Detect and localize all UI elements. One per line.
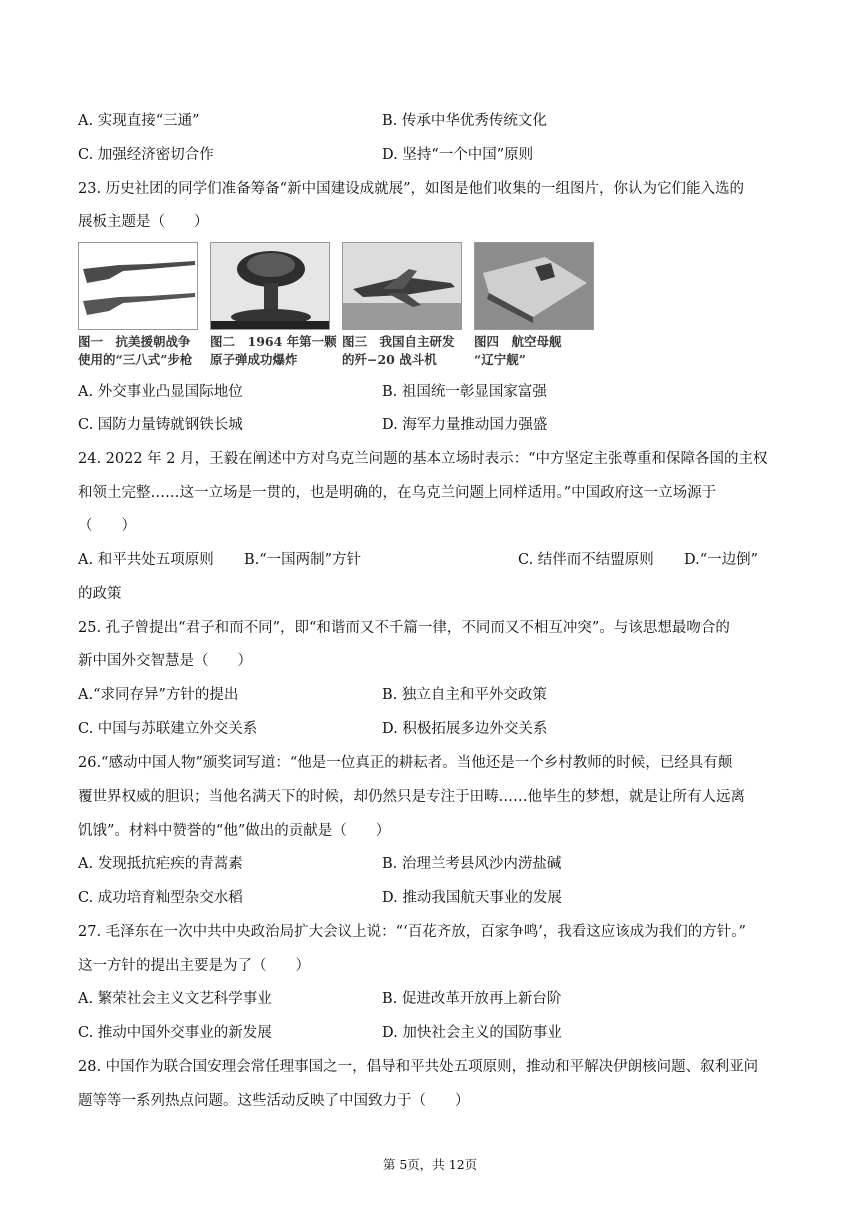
figure-3-caption-line2: 的歼−20 战斗机: [342, 352, 437, 367]
q24-stem-line3: （ ）: [78, 518, 136, 534]
q27-option-d: D. 加快社会主义的国防事业: [382, 1025, 562, 1041]
figure-2-caption-line1: 图二 1964 年第一颗: [210, 334, 337, 349]
aircraft-carrier-image: [474, 242, 594, 330]
q24-option-b: B.“一国两制”方针: [244, 552, 362, 568]
q22-option-a: A. 实现直接“三通”: [78, 113, 200, 129]
q23-option-a: A. 外交事业凸显国际地位: [78, 384, 243, 400]
figure-1-caption-line1: 图一 抗美援朝战争: [78, 334, 191, 349]
rifle-image: [78, 242, 198, 330]
q28-stem-line1: 28. 中国作为联合国安理会常任理事国之一，倡导和平共处五项原则，推动和平解决伊朗核问题、叙利亚问: [78, 1059, 759, 1075]
figure-1: [78, 242, 198, 369]
q27-option-a: A. 繁荣社会主义文艺科学事业: [78, 991, 272, 1007]
figure-2: [210, 242, 337, 369]
figure-1-caption-line2: 使用的“三八式”步枪: [78, 352, 193, 367]
q26-stem-line2: 覆世界权威的胆识；当他名满天下的时候，却仍然只是专注于田畴……他毕生的梦想，就是让所有人远离: [78, 789, 745, 805]
q24-option-d-continued: 的政策: [78, 586, 122, 602]
q22-option-d: D. 坚持“一个中国”原则: [382, 147, 534, 163]
figure-4-caption-line2: “辽宁舰”: [474, 352, 526, 367]
q23-option-c: C. 国防力量铸就钢铁长城: [78, 417, 243, 433]
q26-option-d: D. 推动我国航天事业的发展: [382, 890, 562, 906]
q27-stem-line2: 这一方针的提出主要是为了（ ）: [78, 958, 310, 974]
q26-stem-line3: 饥饿”。材料中赞誉的“他”做出的贡献是（ ）: [78, 823, 391, 839]
page-footer: 第 5页，共 12页: [382, 1157, 478, 1172]
mushroom-cloud-image: [210, 242, 330, 330]
q27-stem-line1: 27. 毛泽东在一次中共中央政治局扩大会议上说：“‘百花齐放，百家争鸣’，我看这应该成为我们的方针。”: [78, 924, 746, 940]
q22-option-c: C. 加强经济密切合作: [78, 147, 214, 163]
figure-4-caption-line1: 图四 航空母舰: [474, 334, 562, 349]
figure-3: [342, 242, 462, 369]
q24-stem-line2: 和领土完整……这一立场是一贯的，也是明确的，在乌克兰问题上同样适用。”中国政府这一立场源于: [78, 485, 717, 501]
q27-option-b: B. 促进改革开放再上新台阶: [382, 991, 562, 1007]
q25-option-c: C. 中国与苏联建立外交关系: [78, 721, 258, 737]
figure-2-caption-line2: 原子弹成功爆炸: [210, 352, 298, 367]
fighter-jet-image: [342, 242, 462, 330]
q23-option-b: B. 祖国统一彰显国家富强: [382, 384, 547, 400]
q28-stem-line2: 题等等一系列热点问题。这些活动反映了中国致力于（ ）: [78, 1093, 470, 1109]
q26-option-c: C. 成功培育籼型杂交水稻: [78, 890, 243, 906]
q22-option-b: B. 传承中华优秀传统文化: [382, 113, 547, 129]
q25-stem-line1: 25. 孔子曾提出“君子和而不同”，即“和谐而又不千篇一律，不同而又不相互冲突”。与该思想最吻合的: [78, 620, 730, 636]
q23-stem-line2: 展板主题是（ ）: [78, 214, 209, 230]
q25-option-b: B. 独立自主和平外交政策: [382, 687, 547, 703]
figure-4: [474, 242, 594, 369]
q25-option-d: D. 积极拓展多边外交关系: [382, 721, 548, 737]
q24-option-a: A. 和平共处五项原则: [78, 552, 214, 568]
q23-option-d: D. 海军力量推动国力强盛: [382, 417, 548, 433]
q23-figure-row: [78, 242, 598, 372]
q26-option-a: A. 发现抵抗疟疾的青蒿素: [78, 856, 243, 872]
figure-3-caption-line1: 图三 我国自主研发: [342, 334, 455, 349]
q26-option-b: B. 治理兰考县风沙内涝盐碱: [382, 856, 562, 872]
q24-option-c: C. 结伴而不结盟原则: [518, 552, 654, 568]
q23-stem-line1: 23. 历史社团的同学们准备筹备“新中国建设成就展”，如图是他们收集的一组图片，你认为它们能入选的: [78, 181, 744, 197]
q25-option-a: A.“求同存异”方针的提出: [78, 687, 239, 703]
q25-stem-line2: 新中国外交智慧是（ ）: [78, 653, 252, 669]
q24-stem-line1: 24. 2022 年 2 月，王毅在阐述中方对乌克兰问题的基本立场时表示：“中方坚定主张尊重和保障各国的主权: [78, 451, 768, 467]
q27-option-c: C. 推动中国外交事业的新发展: [78, 1025, 272, 1041]
q26-stem-line1: 26.“感动中国人物”颁奖词写道：“他是一位真正的耕耘者。当他还是一个乡村教师的时候，已经具有颠: [78, 755, 733, 771]
q24-option-d: D.“一边倒”: [684, 552, 759, 568]
